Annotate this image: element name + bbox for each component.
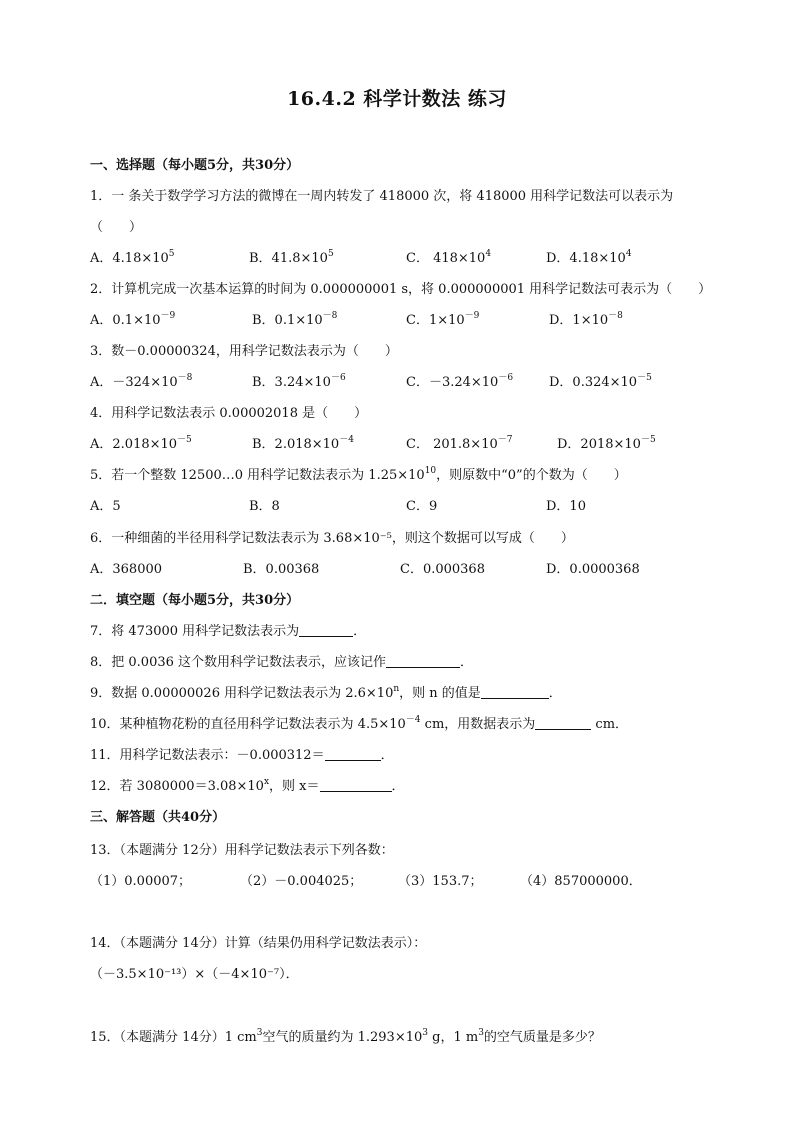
question-1-paren: （ ） xyxy=(90,220,143,235)
question-10: 10．某种植物花粉的直径用科学记数法表示为 $4.5\times 10^{-4}$ cm，用数据表示为 cm． xyxy=(90,715,629,732)
q4-option-c: C． $201.8\times 10^{-7}$ xyxy=(406,435,513,452)
q3-option-c: C．$-3.24\times 10^{-6}$ xyxy=(406,373,514,390)
question-15: 15．（本题满分 14分）1 $cm^3$空气的质量约为 $1.293\times 10^3$ g，1 $m^3$的空气质量是多少？ xyxy=(90,1028,601,1045)
question-6: 6．一种细菌的半径用科学记数法表示为 3.68×10⁻⁵，则这个数据可以写成（ ） xyxy=(90,531,574,546)
answer-blank[interactable] xyxy=(535,717,591,730)
question-12: 12．若 $3080000=3.08\times 10^x$，则 x＝ ． xyxy=(90,777,405,794)
question-2: 2．计算机完成一次基本运算的时间为 0.000000001 s，将 0.000000001 用科学记数法可表示为（ ） xyxy=(90,282,712,297)
q6-option-b: B．0.00368 xyxy=(243,562,320,577)
q6-option-a: A．368000 xyxy=(90,562,163,577)
q2-option-d: D．$1\times 10^{-8}$ xyxy=(549,311,623,328)
answer-blank[interactable] xyxy=(320,779,392,792)
q2-option-b: B．$0.1\times 10^{-8}$ xyxy=(252,311,338,328)
question-5: 5．若一个整数 12500…0 用科学记数法表示为 $1.25\times 10^{10}$，则原数中“0”的个数为（ ） xyxy=(90,466,627,483)
q1-option-a: A．$4.18\times 10^5$ xyxy=(90,249,175,266)
q6-option-c: C．0.000368 xyxy=(400,562,485,577)
q1-option-b: B．$41.8\times 10^5$ xyxy=(249,249,334,266)
section-heading-choice: 一、选择题（每小题5分，共30分） xyxy=(90,158,300,173)
q3-option-a: A．$-324\times 10^{-8}$ xyxy=(90,373,193,390)
page-title: 16.4.2 科学计数法 练习 xyxy=(287,88,507,110)
question-11: 11．用科学记数法表示：－0.000312＝ ． xyxy=(90,748,394,763)
section-heading-fill: 二．填空题（每小题5分，共30分） xyxy=(90,593,300,608)
q6-option-d: D．0.0000368 xyxy=(546,562,640,577)
q13-part-3: （3）153.7； xyxy=(398,874,483,889)
q5-option-c: C．9 xyxy=(406,499,438,514)
q5-option-b: B．8 xyxy=(249,499,280,514)
q2-option-a: A．$0.1\times 10^{-9}$ xyxy=(90,311,176,328)
q2-option-c: C．$1\times 10^{-9}$ xyxy=(406,311,480,328)
q5-option-a: A．5 xyxy=(90,499,121,514)
q4-option-b: B．$2.018\times 10^{-4}$ xyxy=(252,435,354,452)
q1-option-d: D．$4.18\times 10^4$ xyxy=(546,249,632,266)
question-1: 1．一 条关于数学学习方法的微博在一周内转发了 418000 次，将 418000 用科学记数法可以表示为 xyxy=(90,189,674,204)
q4-option-a: A．$2.018\times 10^{-5}$ xyxy=(90,435,192,452)
answer-blank[interactable] xyxy=(386,655,460,668)
q13-part-1: （1）0.00007； xyxy=(90,874,192,889)
answer-blank[interactable] xyxy=(299,624,353,637)
question-3: 3．数－0.00000324，用科学记数法表示为（ ） xyxy=(90,344,398,359)
question-8: 8．把 0.0036 这个数用科学记数法表示，应该记作 ． xyxy=(90,655,474,670)
q3-option-b: B．$3.24\times 10^{-6}$ xyxy=(252,373,346,390)
answer-blank[interactable] xyxy=(481,686,549,699)
answer-blank[interactable] xyxy=(325,748,381,761)
q13-part-4: （4）857000000． xyxy=(520,874,642,889)
question-4: 4．用科学记数法表示 0.00002018 是（ ） xyxy=(90,406,368,421)
question-9: 9．数据 0.00000026 用科学记数法表示为 $2.6\times 10^n$，则 n 的值是 ． xyxy=(90,684,562,701)
q13-part-2: （2）－0.004025； xyxy=(240,874,363,889)
q1-option-c: C． $418\times 10^4$ xyxy=(406,249,492,266)
question-14-expression: （－3.5×10⁻¹³）×（－4×10⁻⁷）． xyxy=(90,967,299,982)
question-7: 7．将 473000 用科学记数法表示为 ． xyxy=(90,624,367,639)
q5-option-d: D．10 xyxy=(546,499,586,514)
question-14: 14．（本题满分 14分）计算（结果仍用科学记数法表示）： xyxy=(90,936,427,951)
q4-option-d: D．$2018\times 10^{-5}$ xyxy=(557,435,656,452)
section-heading-answer: 三、解答题（共40分） xyxy=(90,810,226,825)
question-13: 13．（本题满分 12分）用科学记数法表示下列各数： xyxy=(90,843,394,858)
q3-option-d: D．$0.324\times 10^{-5}$ xyxy=(549,373,652,390)
